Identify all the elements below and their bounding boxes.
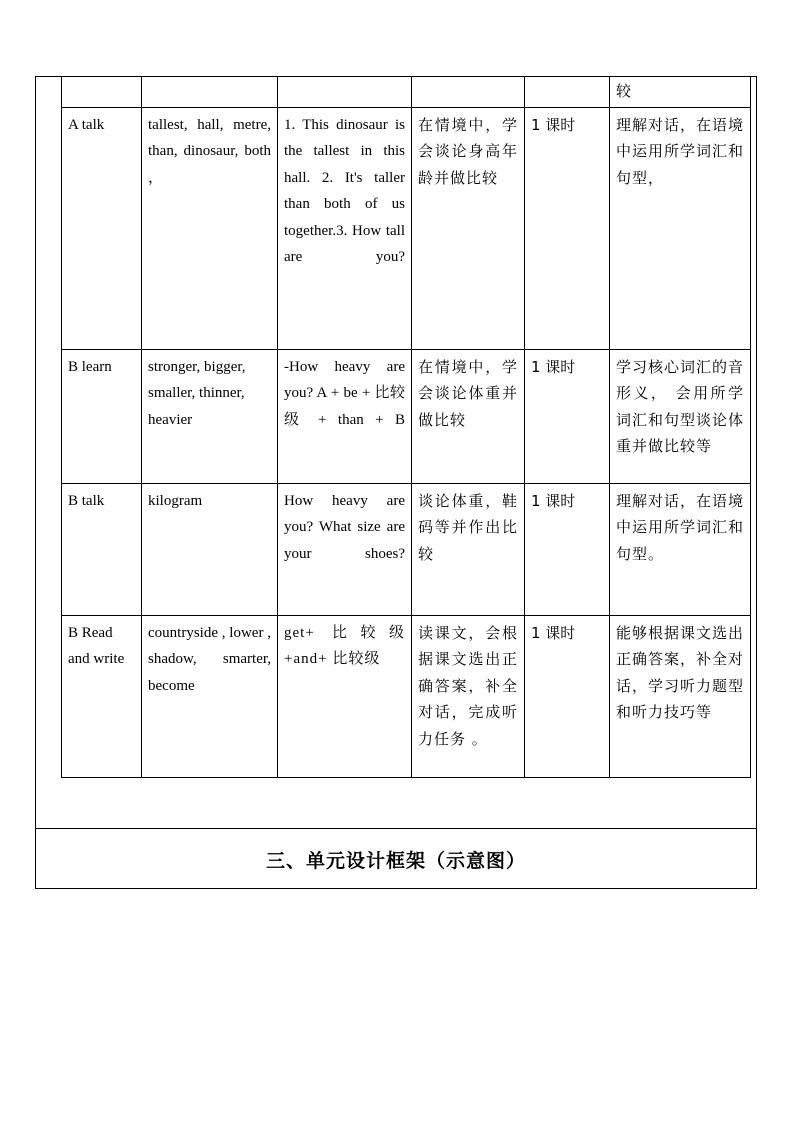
words-cell: kilogram <box>142 483 278 615</box>
words-cell: tallest, hall, metre, than, dinosaur, both ， <box>142 107 278 349</box>
sentences-cell <box>278 77 412 108</box>
sentences-cell: How heavy are you? What size are your shoes? <box>278 483 412 615</box>
table-row <box>62 615 751 777</box>
sentences-cell: get+ 比较级 +and+ 比较级 <box>278 615 412 777</box>
goal-cell: 理解对话，在语境中运用所学词汇和句型。 <box>610 483 751 615</box>
lesson-cell: B learn <box>62 349 142 483</box>
activity-cell: 在情境中，学会谈论身高年龄并做比较 <box>412 107 525 349</box>
activity-cell <box>412 77 525 108</box>
goal-cell: 理解对话，在语境中运用所学词汇和句型， <box>610 107 751 349</box>
activity-cell: 谈论体重，鞋码等并作出比较 <box>412 483 525 615</box>
period-cell: 1 课时 <box>525 483 610 615</box>
activity-cell: 在情境中，学会谈论体重并做比较 <box>412 349 525 483</box>
period-cell <box>525 77 610 108</box>
lesson-cell: B Read and write <box>62 615 142 777</box>
table-row <box>62 349 751 483</box>
period-cell: 1 课时 <box>525 615 610 777</box>
words-cell: countryside , lower , shadow, smarter, become <box>142 615 278 777</box>
table-row <box>62 77 751 108</box>
activity-cell: 读课文，会根据课文选出正确答案，补全对话，完成听力任务 。 <box>412 615 525 777</box>
lesson-cell: B talk <box>62 483 142 615</box>
sentences-cell: -How heavy are you? A + be + 比较级 + than + B <box>278 349 412 483</box>
goal-cell: 较 <box>610 77 751 108</box>
table-row <box>62 483 751 615</box>
lesson-plan-table <box>61 76 751 778</box>
lesson-cell: A talk <box>62 107 142 349</box>
goal-cell: 能够根据课文选出正确答案，补全对话，学习听力题型和听力技巧等 <box>610 615 751 777</box>
goal-cell: 学习核心词汇的音形义， 会用所学词汇和句型谈论体重并做比较等 <box>610 349 751 483</box>
sentences-cell: 1. This dinosaur is the tallest in this hall. 2. It's taller than both of us together.3. How tall are you? <box>278 107 412 349</box>
words-cell: stronger, bigger, smaller, thinner, heavier <box>142 349 278 483</box>
lesson-cell <box>62 77 142 108</box>
words-cell <box>142 77 278 108</box>
period-cell: 1 课时 <box>525 349 610 483</box>
table-row <box>62 107 751 349</box>
section-title: 三、单元设计框架（示意图） <box>265 849 526 872</box>
period-cell: 1 课时 <box>525 107 610 349</box>
